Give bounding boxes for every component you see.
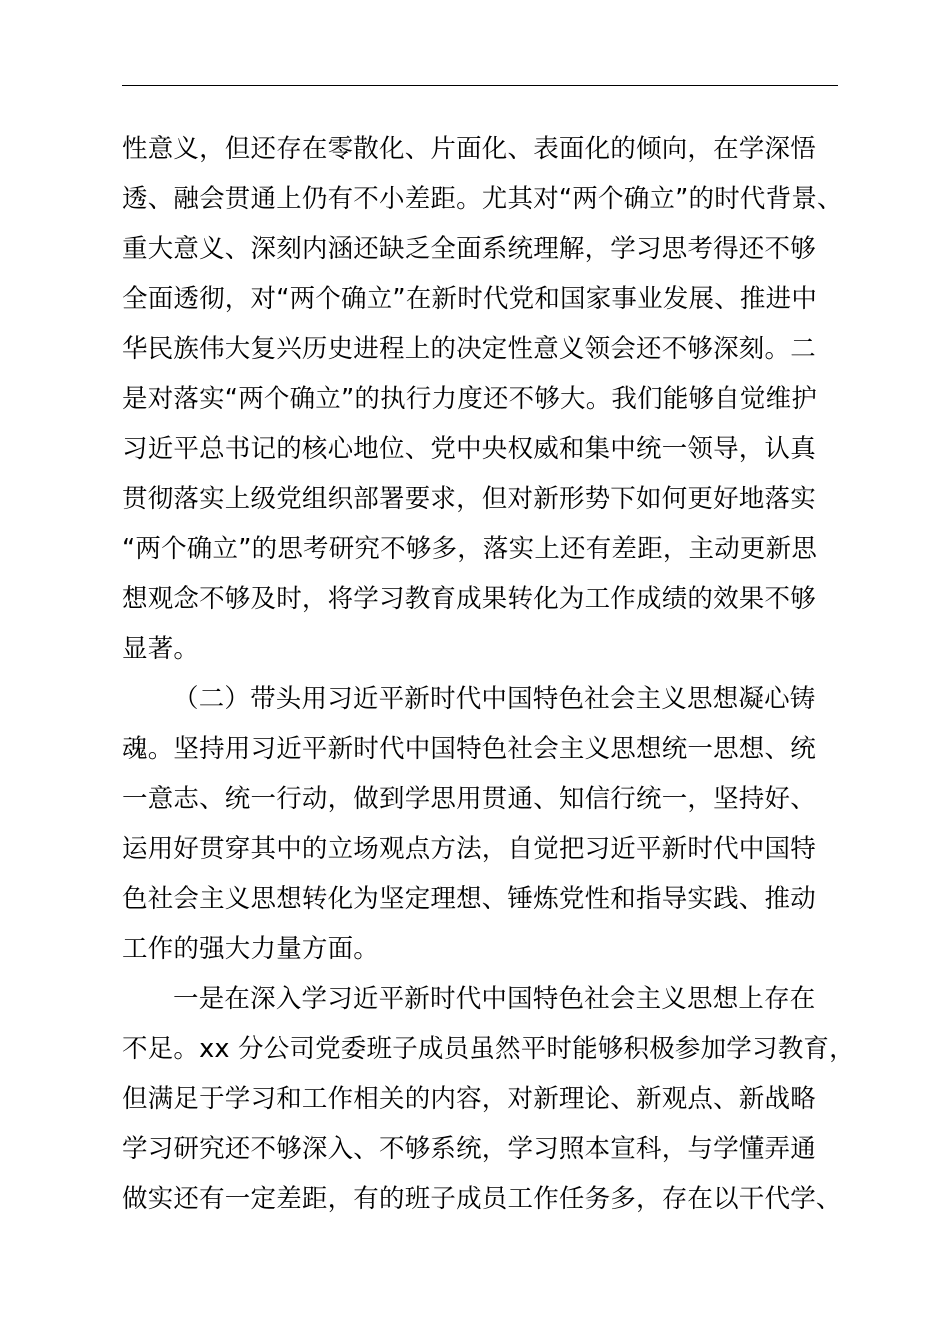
text-line: 重大意义、深刻内涵还缺乏全面系统理解，学习思考得还不够: [122, 234, 816, 264]
text-line: 全面透彻，对“两个确立”在新时代党和国家事业发展、推进中: [122, 284, 818, 314]
text-line: 学习研究还不够深入、不够系统，学习照本宣科，与学懂弄通: [122, 1134, 816, 1164]
text-line: 贯彻落实上级党组织部署要求，但对新形势下如何更好地落实: [122, 484, 816, 514]
document-body: [122, 124, 855, 1224]
text-line: “两个确立”的思考研究不够多，落实上还有差距，主动更新思: [122, 534, 818, 564]
header-rule: [122, 85, 838, 86]
text-line: 华民族伟大复兴历史进程上的决定性意义领会还不够深刻。二: [122, 334, 816, 364]
text-line: 色社会主义思想转化为坚定理想、锤炼党性和指导实践、推动: [122, 884, 816, 914]
text-line: 魂。坚持用习近平新时代中国特色社会主义思想统一思想、统: [122, 734, 816, 764]
paragraph-start-line: 一是在深入学习近平新时代中国特色社会主义思想上存在: [173, 984, 816, 1014]
section-heading-line: （二）带头用习近平新时代中国特色社会主义思想凝心铸: [173, 684, 816, 714]
text-line: 不足。xx 分公司党委班子成员虽然平时能够积极参加学习教育，: [122, 1034, 855, 1064]
text-line: 透、融会贯通上仍有不小差距。尤其对“两个确立”的时代背景、: [122, 184, 843, 214]
text-line: 但满足于学习和工作相关的内容，对新理论、新观点、新战略: [122, 1084, 816, 1114]
text-line: 是对落实“两个确立”的执行力度还不够大。我们能够自觉维护: [122, 384, 818, 414]
text-line: 性意义，但还存在零散化、片面化、表面化的倾向，在学深悟: [122, 134, 816, 164]
text-line: 做实还有一定差距，有的班子成员工作任务多，存在以干代学、: [122, 1184, 842, 1214]
text-line: 习近平总书记的核心地位、党中央权威和集中统一领导，认真: [122, 434, 816, 464]
text-line: 工作的强大力量方面。: [122, 934, 380, 964]
text-line: 一意志、统一行动，做到学思用贯通、知信行统一，坚持好、: [122, 784, 816, 814]
text-line: 显著。: [122, 634, 200, 664]
text-line: 运用好贯穿其中的立场观点方法，自觉把习近平新时代中国特: [122, 834, 816, 864]
text-line: 想观念不够及时，将学习教育成果转化为工作成绩的效果不够: [122, 584, 816, 614]
